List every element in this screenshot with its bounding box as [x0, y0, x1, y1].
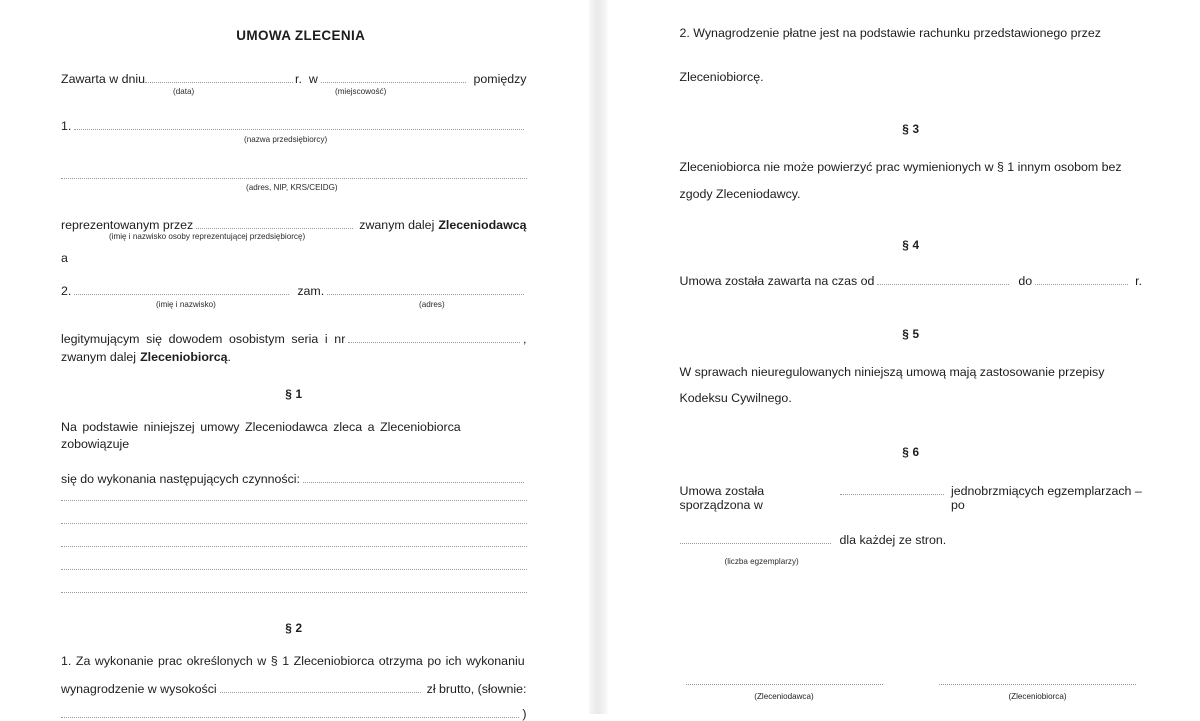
par2-item2-line2: Zleceniobiorcę. — [680, 69, 1143, 87]
caption-principal: (Zleceniodawca) — [686, 692, 883, 701]
par1-duties-field-4[interactable] — [61, 546, 527, 547]
par2-item1-line2 — [61, 682, 527, 696]
id-comma: , — [523, 332, 526, 346]
party1-block — [61, 119, 527, 150]
par6-body — [680, 484, 1143, 572]
representative-field[interactable] — [196, 220, 353, 229]
id-line — [61, 332, 527, 346]
page-right-content — [609, 25, 1200, 701]
date-fill-field[interactable] — [145, 74, 293, 83]
party1-name-line — [61, 119, 527, 133]
par6-copies-per-party-field[interactable] — [680, 535, 831, 544]
par2-amount-lead: wynagrodzenie w wysokości — [61, 682, 217, 696]
par2-body — [61, 653, 527, 721]
par1-line1: Na podstawie niniejszej umowy Zleceniodawca zleca a Zleceniobiorca zobowiązuje — [61, 419, 527, 454]
party2-address-field[interactable] — [327, 286, 523, 295]
caption-contractor: (Zleceniobiorca) — [939, 692, 1136, 701]
par1-blank-lines — [61, 486, 527, 593]
heading-par-1: § 1 — [61, 387, 527, 401]
par1-line2-lead: się do wykonania następujących czynności: — [61, 472, 300, 486]
par6-line2-tail: dla każdej ze stron. — [840, 533, 947, 547]
signature-block-contractor — [939, 684, 1136, 701]
par2-item2-block — [680, 25, 1143, 86]
place-fill-field[interactable] — [321, 74, 467, 83]
signature-row — [680, 684, 1143, 701]
par4-lead: Umowa została zawarta na czas od — [680, 274, 875, 288]
page-left — [0, 0, 588, 714]
represented-tail: zwanym dalej — [359, 218, 434, 232]
conjunction-a: a — [61, 250, 527, 268]
represented-caption-row — [61, 233, 527, 245]
par6-copies-field[interactable] — [840, 486, 944, 495]
par6-line1 — [680, 484, 1143, 512]
heading-par-5: § 5 — [680, 327, 1143, 341]
party2-name-field[interactable] — [74, 286, 289, 295]
represented-tail-bold: Zleceniodawcą — [438, 218, 526, 232]
caption-person-address: (adres) — [419, 301, 445, 309]
heading-par-2: § 2 — [61, 621, 527, 635]
par4-body — [680, 274, 1143, 288]
par6-lead: Umowa została sporządzona w — [680, 484, 837, 512]
par4-tail: r. — [1135, 274, 1142, 288]
par3-line1: Zleceniobiorca nie może powierzyć prac wymienionych w § 1 innym osobom bez — [680, 159, 1143, 177]
heading-par-3: § 3 — [680, 122, 1143, 136]
intro-after-date: r. — [295, 72, 302, 86]
party2-number: 2. — [61, 284, 71, 298]
intro-captions — [61, 88, 527, 102]
page-gutter-divider — [588, 0, 609, 714]
par4-date-to-field[interactable] — [1035, 277, 1128, 286]
id-second-line — [61, 350, 527, 364]
intro-w: w — [309, 72, 318, 86]
par1-duties-field-5[interactable] — [61, 569, 527, 570]
par2-item2-line1: 2. Wynagrodzenie płatne jest na podstawie rachunku przedstawionego przez — [680, 25, 1143, 43]
id-tail-bold: Zleceniobiorcą — [140, 350, 227, 364]
par1-duties-field-2[interactable] — [61, 500, 527, 501]
signature-line-principal[interactable] — [686, 684, 883, 685]
id-lead: legitymującym się dowodem osobistym seria i nr — [61, 332, 345, 346]
intro-tail: pomiędzy — [473, 72, 526, 86]
par2-amount-mid: zł brutto, (słownie: — [427, 682, 527, 696]
document-title: UMOWA ZLECENIA — [61, 28, 527, 43]
par2-closing-paren: ) — [522, 707, 526, 721]
party2-caption-row — [61, 301, 527, 315]
id-number-field[interactable] — [348, 334, 520, 343]
page-left-content — [0, 28, 588, 721]
party1-number: 1. — [61, 119, 71, 133]
intro-block — [61, 72, 527, 102]
intro-line — [61, 72, 527, 86]
caption-date: (data) — [173, 88, 194, 96]
par6-caption-row — [680, 558, 1143, 572]
par1-duties-field-3[interactable] — [61, 523, 527, 524]
caption-company-name: (nazwa przedsiębiorcy) — [244, 136, 327, 144]
par5-body — [680, 364, 1143, 407]
party1-name-field[interactable] — [74, 121, 523, 130]
page-right — [609, 0, 1200, 714]
caption-copies-count: (liczba egzemplarzy) — [725, 558, 799, 566]
party1-address-caption-row — [61, 184, 527, 198]
represented-lead: reprezentowanym przez — [61, 218, 193, 232]
par5-line2: Kodeksu Cywilnego. — [680, 390, 1143, 408]
heading-par-4: § 4 — [680, 238, 1143, 252]
par1-duties-field-1[interactable] — [303, 474, 524, 483]
caption-place: (miejscowość) — [335, 88, 386, 96]
par6-line1-tail: jednobrzmiących egzemplarzach – po — [951, 484, 1142, 512]
par2-amount-field[interactable] — [220, 685, 421, 694]
par6-line2 — [680, 533, 1143, 547]
caption-company-address: (adres, NIP, KRS/CEIDG) — [246, 184, 338, 192]
caption-representative: (imię i nazwisko osoby reprezentującej przedsiębiorcę) — [109, 233, 305, 241]
represented-line — [61, 218, 527, 232]
par1-body — [61, 419, 527, 593]
par3-line2: zgody Zleceniodawcy. — [680, 186, 1143, 204]
par4-mid: do — [1018, 274, 1032, 288]
party2-line — [61, 284, 527, 298]
par1-duties-field-6[interactable] — [61, 592, 527, 593]
par4-date-from-field[interactable] — [877, 277, 1009, 286]
heading-par-6: § 6 — [680, 445, 1143, 459]
par2-item1-line3 — [61, 707, 527, 721]
intro-lead: Zawarta w dniu — [61, 72, 145, 86]
party2-block — [61, 284, 527, 315]
par3-body — [680, 159, 1143, 203]
signature-block-principal — [686, 684, 883, 701]
par5-line1: W sprawach nieuregulowanych niniejszą umową mają zastosowanie przepisy — [680, 364, 1143, 382]
party1-address-field[interactable] — [61, 178, 527, 179]
id-tail-period: . — [228, 350, 231, 364]
party1-address-block — [61, 178, 527, 198]
par2-item1-line1: 1. Za wykonanie prac określonych w § 1 Zleceniobiorca otrzyma po ich wykonaniu — [61, 653, 527, 671]
signature-line-contractor[interactable] — [939, 684, 1136, 685]
id-tail-lead: zwanym dalej — [61, 350, 136, 364]
id-paragraph-block — [61, 332, 527, 364]
party2-zam: zam. — [297, 284, 324, 298]
party1-name-caption-row — [61, 136, 527, 150]
par1-line2 — [61, 472, 527, 486]
represented-block — [61, 218, 527, 268]
caption-person-name: (imię i nazwisko) — [156, 301, 216, 309]
